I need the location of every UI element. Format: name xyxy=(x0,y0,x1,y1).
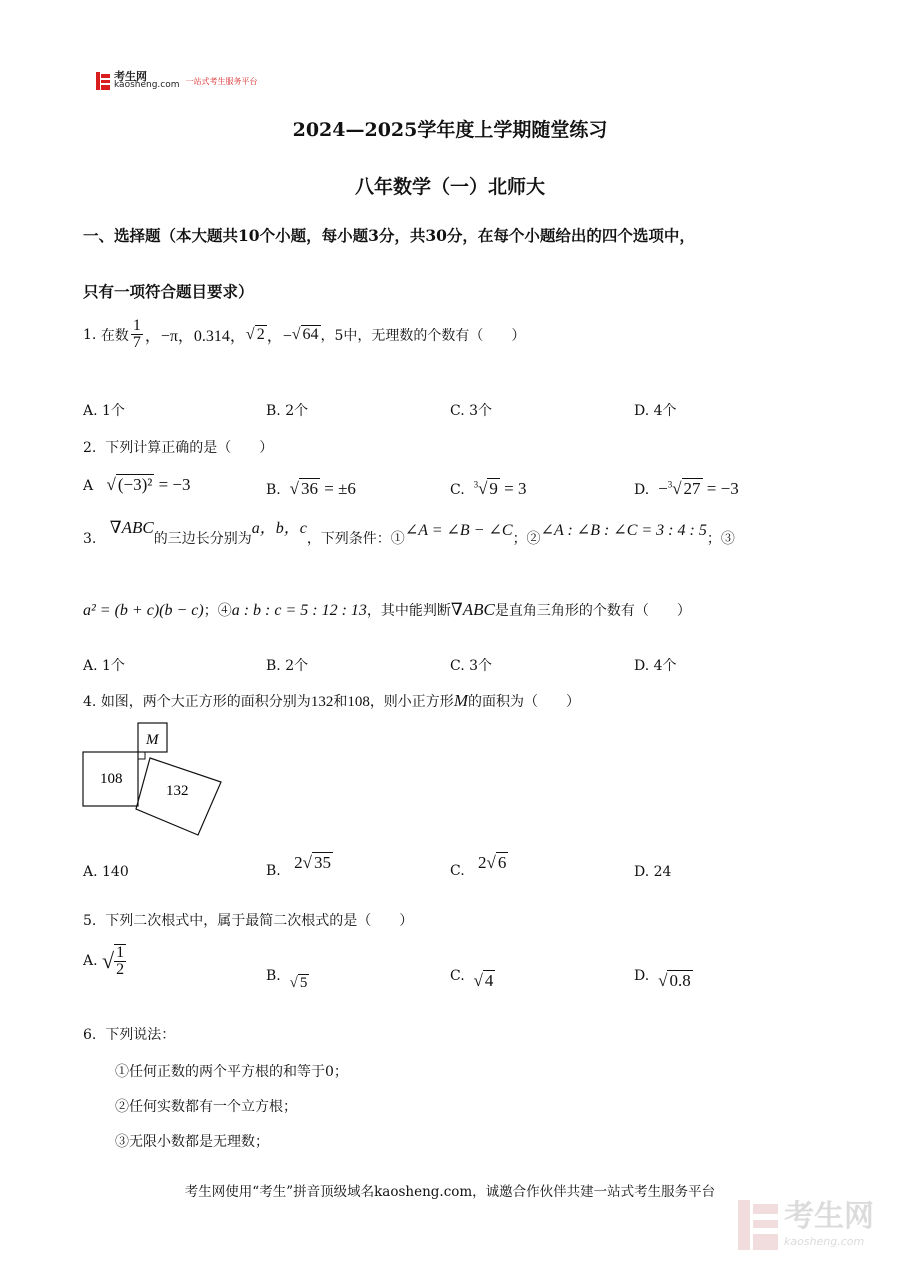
q5-option-d[interactable]: D. √ 0.8 xyxy=(634,968,691,990)
label-108: 108 xyxy=(100,771,123,787)
page-footer: 考生网使用“考生”拼音顶级域名kaosheng.com，诚邀合作伙伴共建一站式考生服务平台 xyxy=(184,1184,716,1200)
brand-logo xyxy=(96,72,258,90)
q6-statement-3: ③无限小数都是无理数； xyxy=(115,1134,269,1150)
section-header-line1: 一、选择题（本大题共10个小题，每小题3分，共30分，在每个小题给出的四个选项中， xyxy=(83,226,695,245)
q5-option-b[interactable]: B. √ 5 xyxy=(266,968,308,991)
question-4: 4. 如图，两个大正方形的面积分别为 132 和 108 ，则小正方形 M 的面积为（ ） xyxy=(83,691,580,710)
question-number: 2. xyxy=(83,440,97,456)
brand-domain: kaosheng.com xyxy=(114,80,180,90)
watermark-domain: kaosheng.com xyxy=(784,1235,865,1248)
q6-statement-1: ①任何正数的两个平方根的和等于0； xyxy=(115,1064,348,1080)
q2-option-a[interactable]: A √ (−3)² = −3 xyxy=(83,475,191,494)
q1-option-c[interactable]: C. 3个 xyxy=(450,403,493,419)
question-number: 1. xyxy=(83,326,97,343)
q1-option-d[interactable]: D. 4个 xyxy=(634,403,677,419)
fraction-one-seventh: $\frac{1}{7}$ xyxy=(132,317,141,351)
label-132: 132 xyxy=(166,783,189,799)
watermark xyxy=(738,1200,874,1250)
question-3: 3. ∇ABC 的三边长分别为 a，b，c ，下列条件：① ∠A = ∠B − ∠C ；② ∠A : ∠B : ∠C = 3 : 4 : 5 ；③ xyxy=(83,518,735,547)
q2-option-d[interactable]: D. −$^3$√ 27 = −3 xyxy=(634,479,739,498)
section-header-line2: 只有一项符合题目要求） xyxy=(83,282,254,301)
watermark-name: 考生网 xyxy=(784,1199,874,1234)
question-number: 3. xyxy=(83,531,97,547)
question-2: 2. 下列计算正确的是（ ） xyxy=(83,440,274,456)
q4-option-d[interactable]: D. 24 xyxy=(634,864,672,880)
question-number: 4. xyxy=(83,694,97,710)
brand-slogan: 一站式考生服务平台 xyxy=(185,76,258,86)
question-1: 1. 在数 $\frac{1}{7}$ ，−π，0.314， √ 2 ，− √ 64 ，5中，无理数的个数有（ ） xyxy=(83,317,526,351)
question-5: 5. 下列二次根式中，属于最简二次根式的是（ ） xyxy=(83,913,414,929)
q5-option-c[interactable]: C. √ 4 xyxy=(450,968,494,990)
q4-option-a[interactable]: A. 140 xyxy=(83,864,129,880)
watermark-logo-icon xyxy=(738,1200,778,1250)
page-subtitle: 八年数学（一）北师大 xyxy=(354,176,545,198)
q4-option-b[interactable]: B. 2√ 35 xyxy=(266,853,331,879)
page-title: 2024—2025学年度上学期随堂练习 xyxy=(292,119,608,141)
question-3-cont: a² = (b + c)(b − c) ；④ a : b : c = 5 : 12 : 13 ，其中能判断 ∇ABC 是直角三角形的个数有（ ） xyxy=(83,600,691,619)
question-number: 5. xyxy=(83,913,97,929)
q3-option-b[interactable]: B. 2个 xyxy=(266,658,309,674)
q2-option-b[interactable]: B. √ 36 = ±6 xyxy=(266,479,356,498)
brand-name: 考生网 xyxy=(114,70,147,83)
q6-statement-2: ②任何实数都有一个立方根； xyxy=(115,1099,297,1115)
q4-option-c[interactable]: C. 2√ 6 xyxy=(450,853,507,879)
question-number: 6. xyxy=(83,1027,97,1043)
question-6: 6. 下列说法： xyxy=(83,1027,176,1043)
q2-option-c[interactable]: C. $^3$√ 9 = 3 xyxy=(450,479,527,498)
label-m: M xyxy=(146,732,159,748)
logo-icon xyxy=(96,72,110,90)
q3-option-c[interactable]: C. 3个 xyxy=(450,658,493,674)
q3-option-a[interactable]: A. 1个 xyxy=(83,658,125,674)
squares-figure xyxy=(80,718,230,843)
q3-option-d[interactable]: D. 4个 xyxy=(634,658,677,674)
q1-option-a[interactable]: A. 1个 xyxy=(83,403,125,419)
q5-option-a[interactable]: A. √ $\frac{1}{2}$ xyxy=(83,944,125,978)
q1-option-b[interactable]: B. 2个 xyxy=(266,403,309,419)
